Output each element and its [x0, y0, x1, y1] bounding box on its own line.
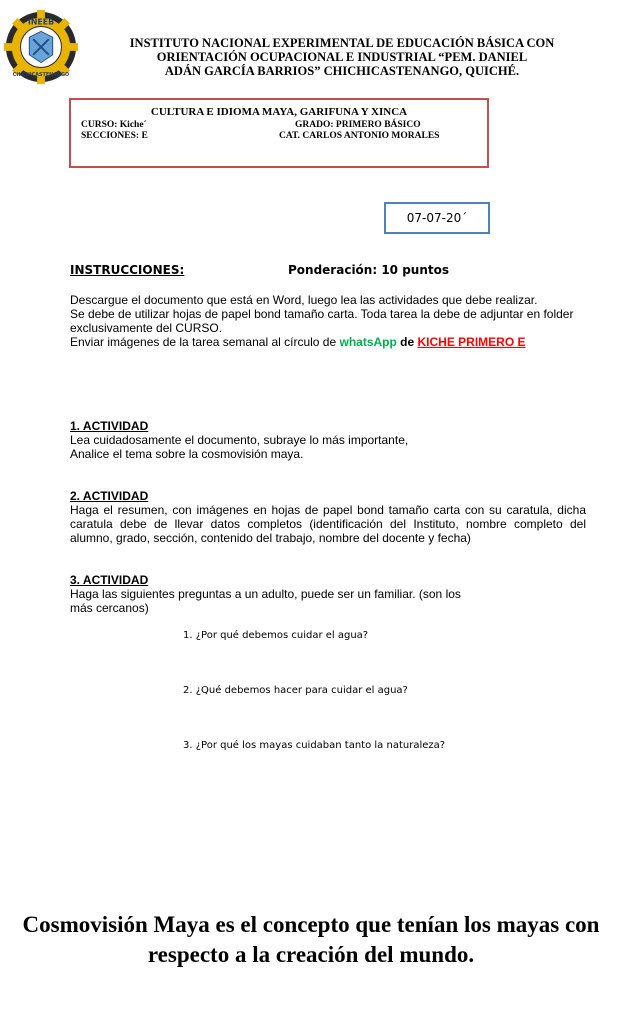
activity-3-heading: 3. ACTIVIDAD [70, 573, 149, 587]
instructions-heading: INSTRUCCIONES: [70, 263, 185, 277]
course-secciones: SECCIONES: E [81, 131, 148, 141]
course-info-box [69, 98, 489, 168]
group-name-text: KICHE PRIMERO E [417, 335, 526, 349]
institution-line-1: INSTITUTO NACIONAL EXPERIMENTAL DE EDUCACIÓN BÁSICA CON [129, 36, 555, 50]
question-1: 1. ¿Por qué debemos cuidar el agua? [183, 630, 369, 641]
date-box [384, 202, 490, 234]
instructions-line-3 [70, 335, 590, 349]
ponderacion-text: Ponderación: 10 puntos [288, 263, 449, 277]
activity-2-heading: 2. ACTIVIDAD [70, 489, 149, 503]
cosmovision-statement: Cosmovisión Maya es el concepto que tenían los mayas con respecto a la creación del mundo. [22, 912, 600, 967]
instructions-line-1: Descargue el documento que está en Word, luego lea las actividades que debe realizar. [70, 293, 538, 307]
institution-line-2: ORIENTACIÓN OCUPACIONAL E INDUSTRIAL “PEM. DANIEL [156, 50, 528, 64]
de-text: de [396, 335, 418, 349]
instructions-line-2: Se debe de utilizar hojas de papel bond tamaño carta. Toda tarea la debe de adjuntar en folder exclusivamente del CURSO. [70, 307, 574, 335]
course-subject: CULTURA E IDIOMA MAYA, GARIFUNA Y XINCA [150, 106, 408, 118]
question-2: 2. ¿Qué debemos hacer para cuidar el agua? [183, 685, 408, 696]
activity-2-text: Haga el resumen, con imágenes en hojas de papel bond tamaño carta con su caratula, dicha caratula debe de llevar datos completos (identificación del Instituto, nombre completo del alumno, grado, sección, contenido del trabajo, nombre del docente y fecha) [70, 503, 586, 545]
course-catedratico: CAT. CARLOS ANTONIO MORALES [279, 131, 440, 141]
instructions-body [70, 293, 590, 349]
school-logo-icon [2, 8, 80, 86]
date-text: 07-07-20´ [406, 211, 468, 225]
activity-1-text: Lea cuidadosamente el documento, subraye lo más importante, Analice el tema sobre la cosmovisión maya. [70, 433, 409, 461]
question-3: 3. ¿Por qué los mayas cuidaban tanto la naturaleza? [183, 740, 446, 751]
logo-bottom-text: CHICHICASTENANGO [12, 72, 70, 79]
course-curso: CURSO: Kiche´ [81, 120, 147, 130]
activity-1-heading: 1. ACTIVIDAD [70, 419, 149, 433]
course-grado: GRADO: PRIMERO BÁSICO [295, 120, 421, 130]
logo-top-text: INEEB [27, 17, 55, 27]
institution-line-3: ADÁN GARCÍA BARRIOS” CHICHICASTENANGO, QUICHÉ. [164, 64, 520, 78]
send-images-text: Enviar imágenes de la tarea semanal al círculo de [70, 335, 340, 349]
whatsapp-text: whatsApp [339, 335, 397, 349]
institution-title [92, 36, 592, 78]
activity-3-text: Haga las siguientes preguntas a un adulto, puede ser un familiar. (son los más cercanos) [70, 587, 461, 615]
